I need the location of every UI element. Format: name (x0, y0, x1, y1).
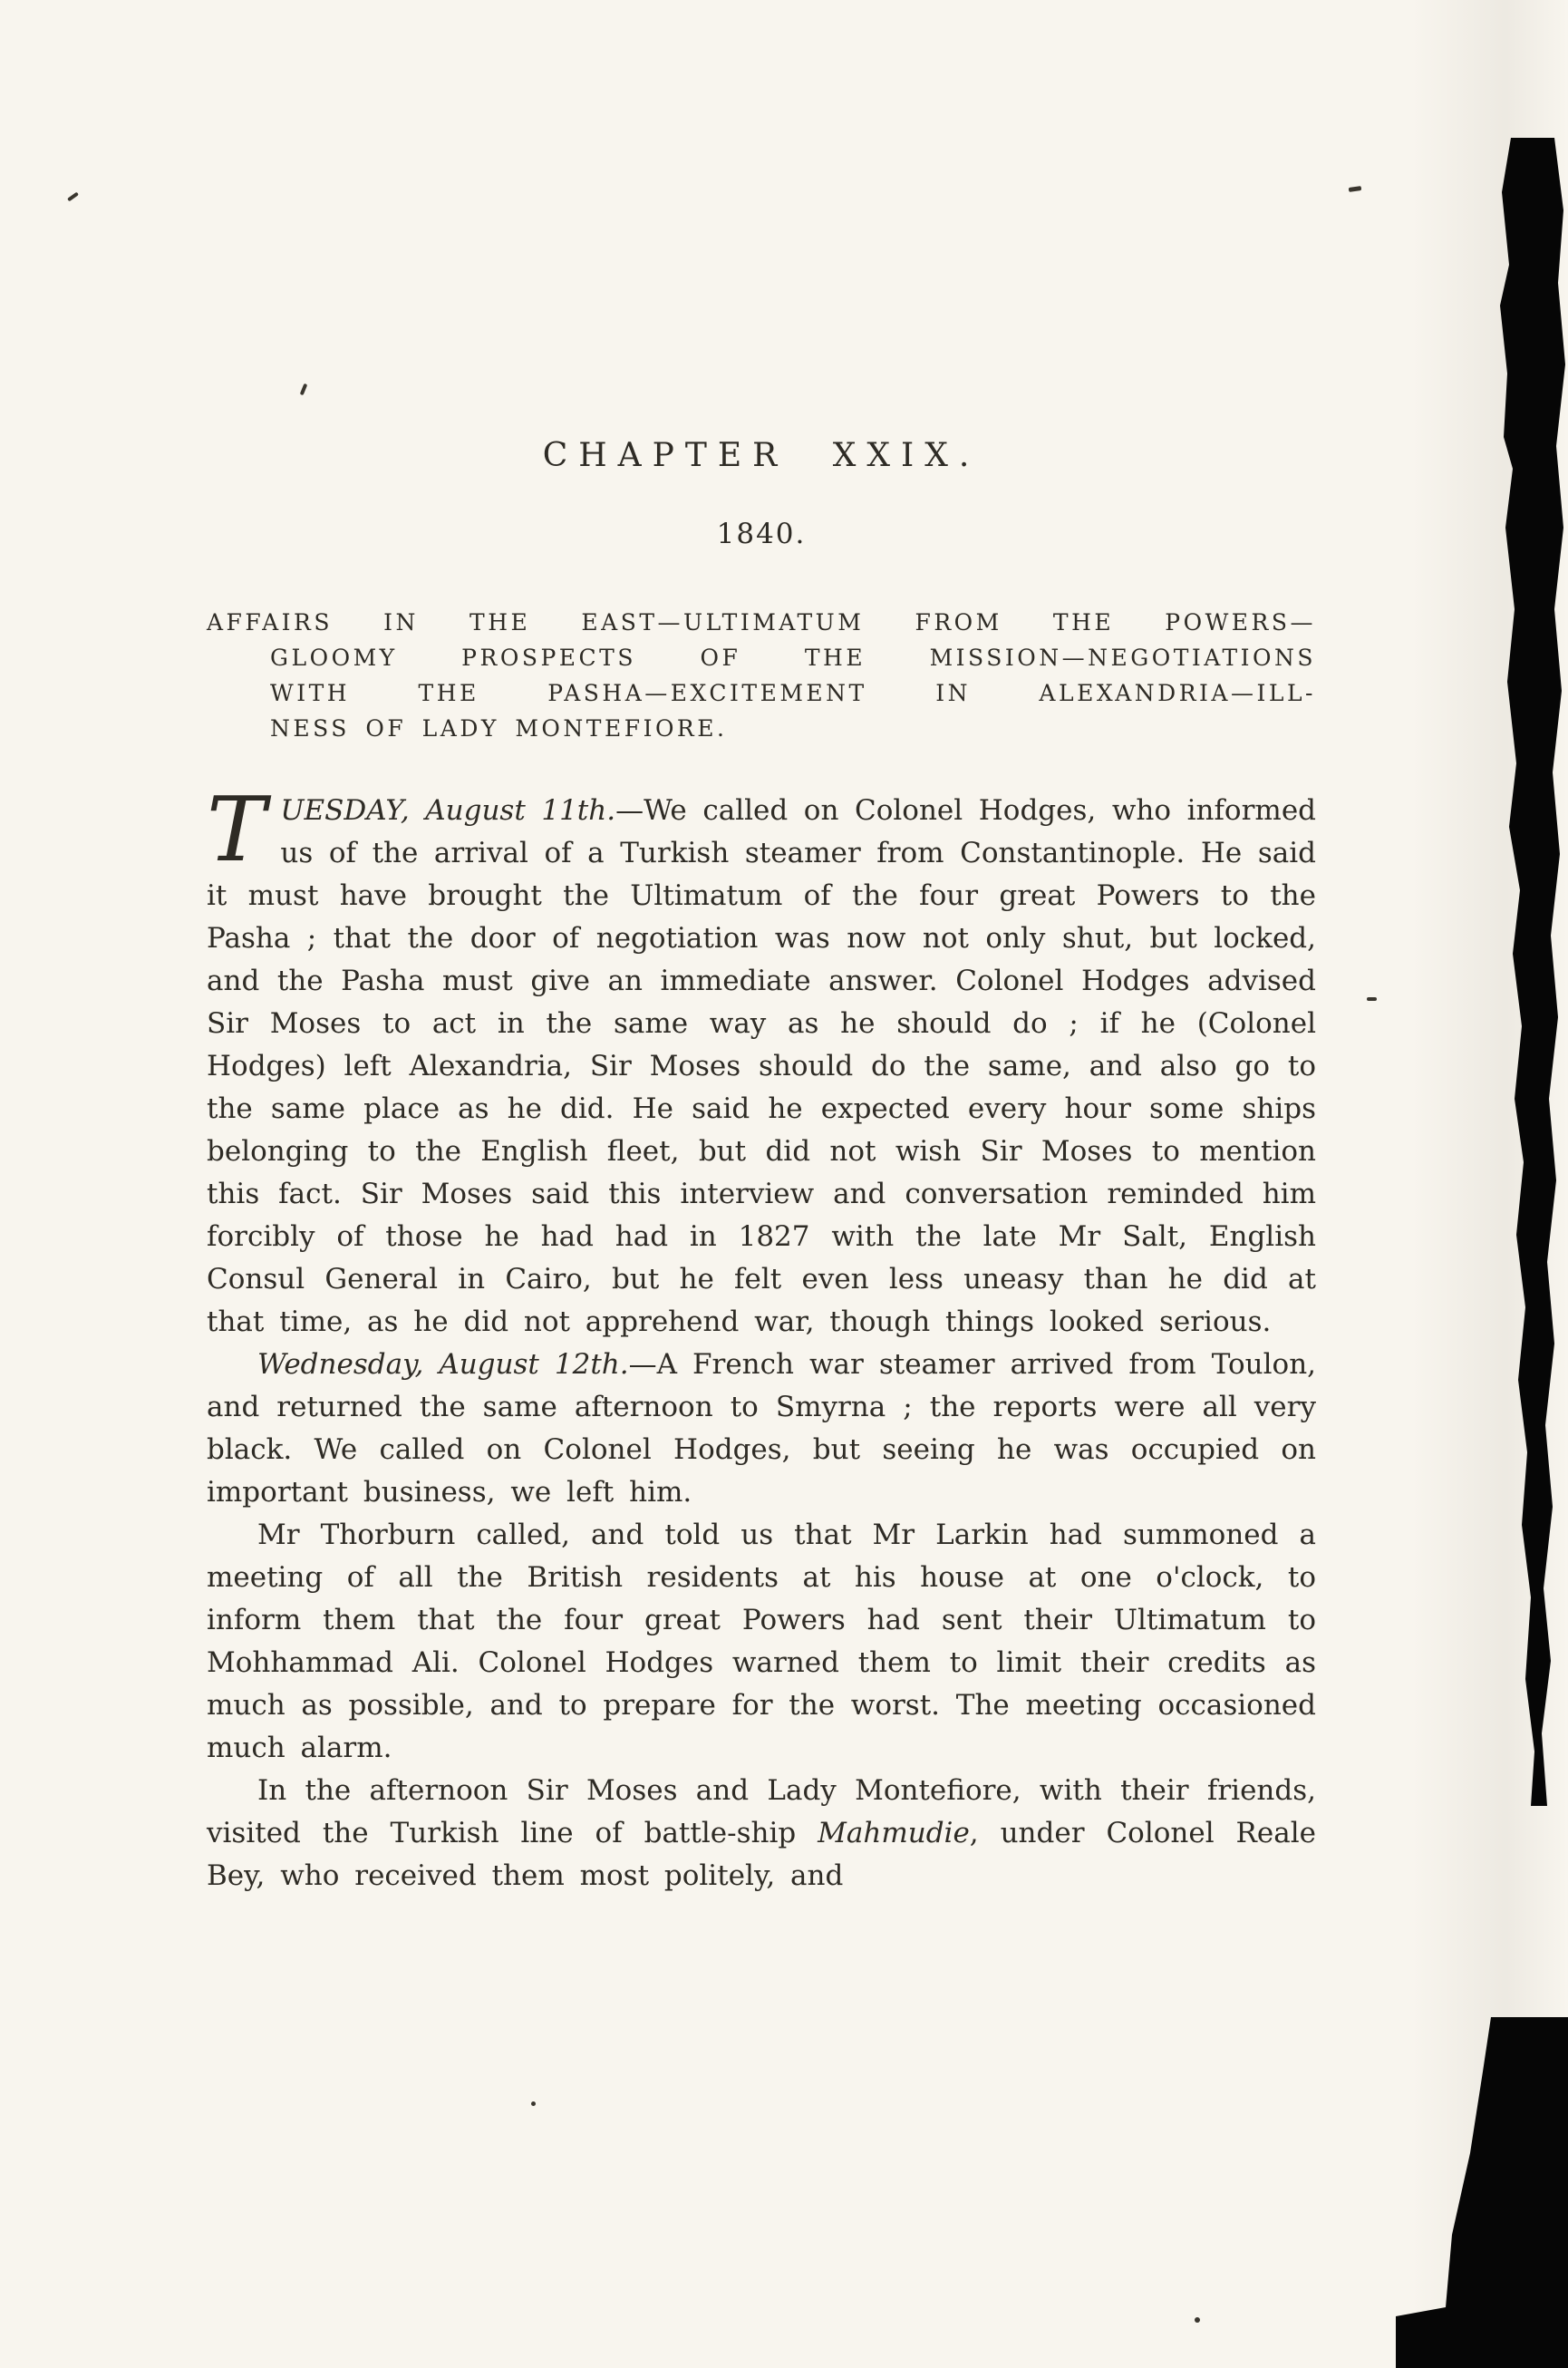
summary-line: WITH THE PASHA—EXCITEMENT IN ALEXANDRIA—ILL- (270, 680, 1316, 706)
text-segment: —A French war steamer arrived from Toulon, and returned the same afternoon to Smyrna ; the reports were all very black. We called on Colonel Hodges, but seeing he was occupied on important business, we left him. (207, 1348, 1317, 1509)
scan-speck (1195, 2317, 1200, 2323)
chapter-year: 1840. (716, 518, 807, 550)
scan-speck (1349, 186, 1362, 192)
text-segment: UESDAY, August 11th. (280, 794, 616, 827)
summary-line: AFFAIRS IN THE EAST—ULTIMATUM FROM THE POWERS— (207, 609, 1316, 636)
paragraph (207, 1344, 1316, 1514)
text-segment: , under Colonel Reale Bey, who received them most politely, and (207, 1817, 1316, 1892)
scan-speck (531, 2101, 536, 2106)
paragraph (207, 779, 1317, 1344)
drop-cap: T (207, 779, 266, 882)
text-segment: In the afternoon Sir Moses and Lady Montefiore, with their friends, visited the Turkish line of battle-ship (207, 1774, 1316, 1849)
paragraph (207, 1514, 1316, 1770)
scan-speck (1367, 997, 1377, 1001)
text-segment: Mahmudie (818, 1817, 970, 1849)
chapter-body (207, 779, 1317, 1897)
paragraph (207, 1770, 1316, 1897)
scan-artifact-right-strip (1500, 138, 1568, 1806)
summary-line: NESS OF LADY MONTEFIORE. (270, 715, 728, 742)
scan-speck (67, 192, 79, 202)
page-text-column (207, 0, 1316, 1897)
chapter-summary (207, 605, 1316, 746)
text-segment: —We called on Colonel Hodges, who informed us of the arrival of a Turkish steamer from Constantinople. He said it must have brought the Ultimatum of the four great Powers to the Pasha ; that the door of negotiation was now not only shut, but locked, and the Pasha must give an immediate answer. Colonel Hodges advised Sir Moses to act in the same way as he should do ; if he (Colonel Hodges) left Alexandria, Sir Moses should do the same, and also go to the same place as he did. He said he expected every hour some ships belonging to the English fleet, but did not wish Sir Moses to mention this fact. Sir Moses said this interview and conversation reminded him forcibly of those he had had in 1827 with the late Mr Salt, English Consul General in Cairo, but he felt even less uneasy than he did at that time, as he did not apprehend war, though things looked serious. (207, 794, 1317, 1338)
summary-line: GLOOMY PROSPECTS OF THE MISSION—NEGOTIATIONS (270, 645, 1316, 671)
scan-artifact-bottom-block (1396, 2017, 1568, 2368)
text-segment: Wednesday, August 12th. (257, 1348, 629, 1381)
chapter-title: CHAPTER XXIX. (542, 437, 981, 474)
text-segment: Mr Thorburn called, and told us that Mr Larkin had summoned a meeting of all the British residents at his house at one o'clock, to inform them that the four great Powers had sent their Ultimatum to Mohhammad Ali. Colonel Hodges warned them to limit their credits as much as possible, and to prepare for the worst. The meeting occasioned much alarm. (207, 1519, 1316, 1764)
